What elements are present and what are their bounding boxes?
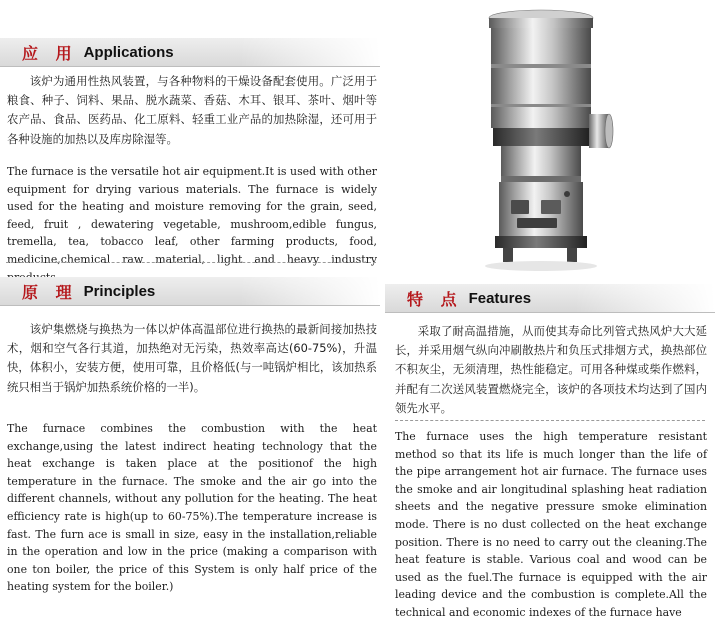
- principles-header: [0, 277, 380, 306]
- applications-divider: [6, 262, 376, 263]
- principles-title-cn: 原 理: [22, 282, 78, 302]
- applications-en-text: The furnace is the versatile hot air equipment.It is used with other equipment for drying various materials. The furnace is widely used for the heating and moisture removing for the grain, seed, feed, fruit , dewatering vegetable, mushroom,edible fungus, tremella, tea, tobacco leaf, other farming products, food, medicine,chemical raw material, light and heavy industry: [7, 165, 377, 266]
- features-cn-text: 采取了耐高温措施，从而使其寿命比列管式热风炉大大延长，并采用烟气纵向冲刷散热片和负压式排烟方式，换热部位不积灰尘，无须清理，热性能稳定。可用各种煤或柴作燃料，并配有二次送风装置燃烧完全，该炉的各项技术均达到了国内领先水平。: [395, 324, 707, 415]
- hot-air-furnace-image: [455, 4, 625, 276]
- features-title-cn: 特 点: [407, 289, 463, 309]
- applications-title-en: Applications: [83, 43, 174, 61]
- principles-title-en: Principles: [83, 282, 156, 300]
- features-divider: [395, 420, 705, 421]
- features-title-en: Features: [468, 289, 532, 307]
- principles-cn-text: 该炉集燃烧与换热为一体以炉体高温部位进行换热的最新间接加热技术，烟和空气各行其道，加热绝对无污染，热效率高达(60-75%)，升温快，体积小，安装方便，使用可靠，且价格低(与一吨锅炉相比，该加热系统只相当于锅炉加热系统价格的一半)。: [7, 322, 377, 394]
- applications-header: [0, 38, 380, 67]
- applications-title-cn: 应 用: [22, 43, 78, 63]
- features-en-text: The furnace uses the high temperature resistant method so that its life is much longer than the life of the pipe arrangement hot air furnace. The furnace uses the smoke and air longitudinal splashing heat radiation sheets and the negative pressure smoke elimination mode. There is no dust collected on the heat exchange position. There is no need to carry out the cleaning.The heat feature is stable. Various coal and wood can be used as the fuel.The furnace is equipped with the air leading device and the combustion is complete.All the technical and economic indexes of the furnace have: [395, 430, 707, 619]
- principles-en-text: The furnace combines the combustion with the heat exchange,using the latest indirect heating technology that the heat exchange is taken place at the positionof the high temperature in the furnace. The smoke and the air go into the different channels, without any pollution for the heating. The heat efficiency rate is high(up to 60-75%).The temperature increase is fast. The furn ace is small in size, easy in the installation,reliable in the operation and low in the price (making a comparison with one ton boiler, the price of this System is only half price of the heating system for the boiler.): [7, 422, 377, 594]
- features-header: [385, 284, 715, 313]
- applications-cn-text: 该炉为通用性热风装置，与各种物料的干燥设备配套使用。广泛用于粮食、种子、饲料、果品、脱水蔬菜、香菇、木耳、银耳、茶叶、烟叶等农产品、食品、医药品、化工原料、轻重工业产品的加热除湿，还可用于各种设施的加热以及库房除湿等。: [7, 74, 377, 146]
